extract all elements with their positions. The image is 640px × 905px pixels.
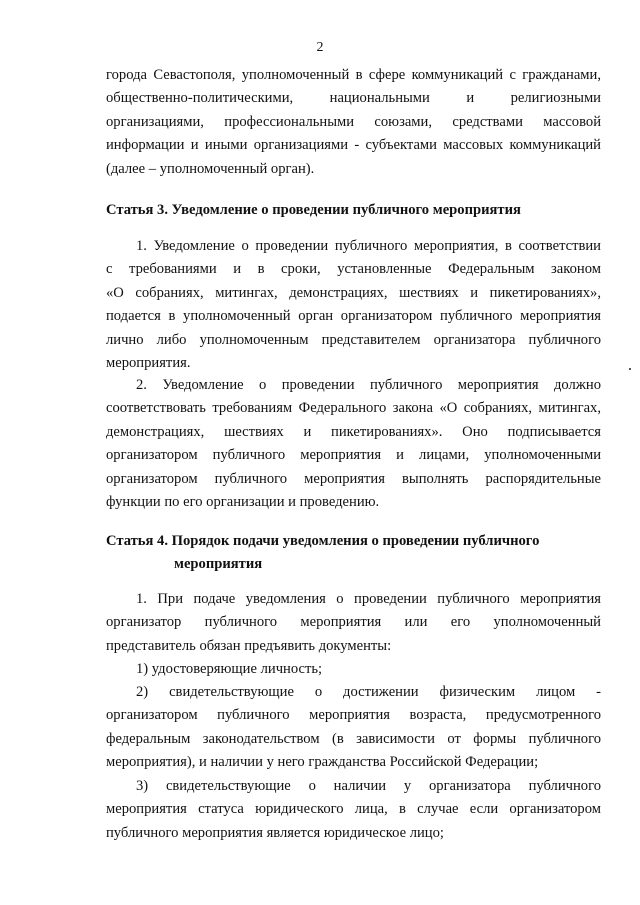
text-line: «О собраниях, митингах, демонстрациях, шествиях и пикетированиях», bbox=[106, 284, 601, 301]
text-line: организатором публичного мероприятия возраста, предусмотренного bbox=[106, 707, 601, 724]
article-3-paragraph-2 bbox=[106, 374, 601, 514]
text-line: информации и иными организациями - субъектами массовых коммуникаций bbox=[106, 137, 601, 154]
text-line: города Севастополя, уполномоченный в сфере коммуникаций с гражданами, bbox=[106, 67, 601, 83]
text-line: 1. При подаче уведомления о проведении публичного мероприятия bbox=[136, 591, 601, 607]
list-item-2 bbox=[106, 681, 601, 775]
text-line: общественно-политическими, национальными и религиозными bbox=[106, 90, 601, 107]
text-line: (далее – уполномоченный орган). bbox=[106, 160, 315, 177]
heading-text: Статья 4. Порядок подачи уведомления о проведении публичного bbox=[106, 533, 540, 549]
text-line: функции по его организации и проведению. bbox=[106, 493, 380, 510]
intro-paragraph bbox=[106, 64, 601, 181]
text-line: представитель обязан предъявить документы: bbox=[106, 637, 392, 654]
text-line: организатор публичного мероприятия или его уполномоченный bbox=[106, 614, 601, 631]
text-line: 1) удостоверяющие личность; bbox=[136, 661, 323, 677]
article-3-heading bbox=[106, 199, 601, 222]
text-line: соответствовать требованиям Федерального закона «О собраниях, митингах, bbox=[106, 400, 601, 417]
text-line: организациями, профессиональными союзами, средствами массовой bbox=[106, 113, 601, 130]
text-line: публичного мероприятия является юридическое лицо; bbox=[106, 824, 444, 841]
text-line: мероприятия), и наличии у него гражданства Российской Федерации; bbox=[106, 754, 539, 771]
text-line: мероприятия статуса юридического лица, в случае если организатором bbox=[106, 801, 601, 818]
text-line: мероприятия. bbox=[106, 354, 191, 371]
text-line: организатором публичного мероприятия выполнять распорядительные bbox=[106, 470, 601, 487]
text-line: подается в уполномоченный орган организатором публичного мероприятия bbox=[106, 308, 601, 325]
text-line: демонстрациях, шествиях и пикетированиях». Оно подписывается bbox=[106, 423, 601, 440]
text-line: 3) свидетельствующие о наличии у организатора публичного bbox=[136, 778, 601, 794]
text-line: с требованиями и в сроки, установленные Федеральным законом bbox=[106, 261, 601, 278]
text-line: 1. Уведомление о проведении публичного мероприятия, в соответствии bbox=[136, 238, 601, 254]
article-3-paragraph-1 bbox=[106, 235, 601, 375]
text-line: 2) свидетельствующие о достижении физическим лицом - bbox=[136, 684, 601, 700]
list-item-3 bbox=[106, 775, 601, 845]
heading-text: Статья 3. Уведомление о проведении публичного мероприятия bbox=[106, 202, 521, 218]
text-line: федеральным законодательством (в зависимости от формы публичного bbox=[106, 730, 601, 747]
article-4-paragraph-1 bbox=[106, 588, 601, 658]
text-line: лично либо уполномоченным представителем организатора публичного bbox=[106, 331, 601, 348]
text-line: организатором публичного мероприятия и лицами, уполномоченными bbox=[106, 447, 601, 464]
list-item-1 bbox=[106, 658, 601, 681]
scan-speck bbox=[629, 368, 631, 370]
heading-text: мероприятия bbox=[174, 556, 263, 573]
article-4-heading bbox=[106, 530, 601, 577]
page-number: 2 bbox=[316, 40, 324, 55]
text-line: 2. Уведомление о проведении публичного мероприятия должно bbox=[136, 377, 601, 393]
